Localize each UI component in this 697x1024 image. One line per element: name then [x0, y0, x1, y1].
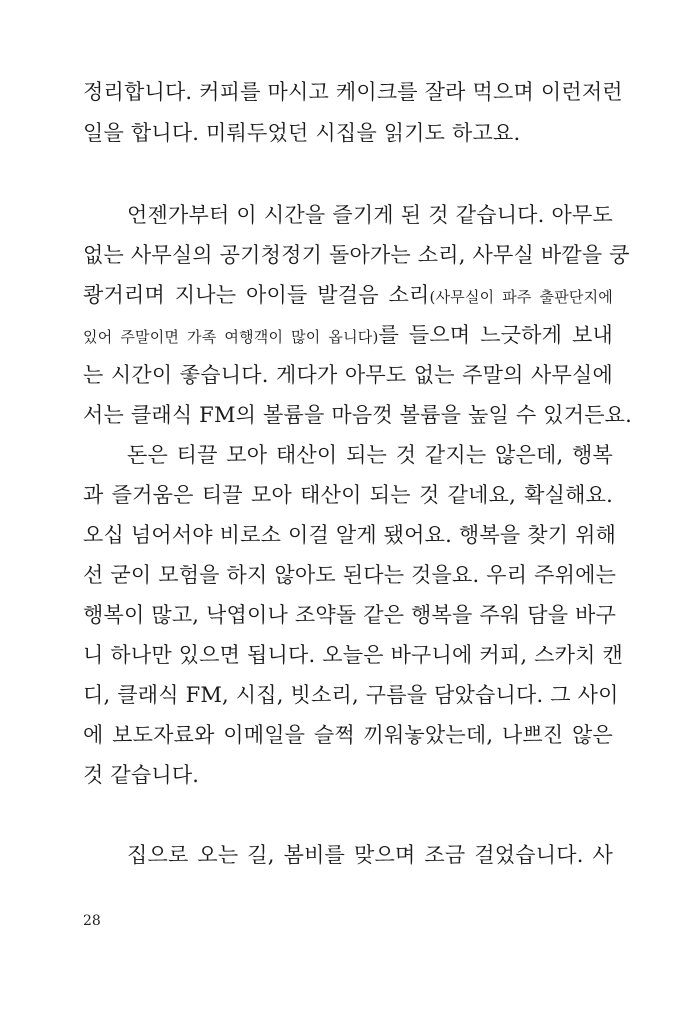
text-line: [83, 321, 613, 351]
text-line: 니 하나만 있으면 됩니다. 오늘은 바구니에 커피, 스카치 캔: [83, 643, 623, 667]
text-line: 돈은 티끌 모아 태산이 되는 것 같지는 않은데, 행복: [127, 443, 613, 467]
text-line: 정리합니다. 커피를 마시고 케이크를 잘라 먹으며 이런저런: [83, 80, 623, 104]
text-line: 과 즐거움은 티끌 모아 태산이 되는 것 같네요, 확실해요.: [83, 483, 613, 507]
text-line: 는 시간이 좋습니다. 게다가 아무도 없는 주말의 사무실에: [83, 363, 613, 387]
text-aside: 있어 주말이면 가족 여행객이 많이 옵니다): [83, 328, 379, 346]
text-line: 오십 넘어서야 비로소 이걸 알게 됐어요. 행복을 찾기 위해: [83, 523, 617, 547]
text-line: [83, 281, 613, 311]
text-line: 없는 사무실의 공기청정기 돌아가는 소리, 사무실 바깥을 쿵: [83, 243, 630, 267]
text-line: 선 굳이 모험을 하지 않아도 된다는 것을요. 우리 주위에는: [83, 563, 617, 587]
text-main: 를 들으며 느긋하게 보내: [378, 323, 613, 347]
text-line: 집으로 오는 길, 봄비를 맞으며 조금 걸었습니다. 사: [127, 843, 613, 867]
text-line: 행복이 많고, 낙엽이나 조약돌 같은 행복을 주워 담을 바구: [83, 603, 617, 627]
text-line: 것 같습니다.: [83, 763, 200, 787]
text-line: 일을 합니다. 미뤄두었던 시집을 읽기도 하고요.: [83, 121, 521, 145]
text-line: 서는 클래식 FM의 볼륨을 마음껏 볼륨을 높일 수 있거든요.: [83, 403, 633, 427]
text-line: 디, 클래식 FM, 시집, 빗소리, 구름을 담았습니다. 그 사이: [83, 683, 619, 707]
text-main: 쾅거리며 지나는 아이들 발걸음 소리: [83, 283, 430, 307]
text-line: 언젠가부터 이 시간을 즐기게 된 것 같습니다. 아무도: [127, 203, 613, 227]
text-line: 에 보도자료와 이메일을 슬쩍 끼워놓았는데, 나쁘진 않은: [83, 723, 613, 747]
page-number: 28: [83, 913, 101, 929]
text-aside: (사무실이 파주 출판단지에: [429, 288, 613, 306]
